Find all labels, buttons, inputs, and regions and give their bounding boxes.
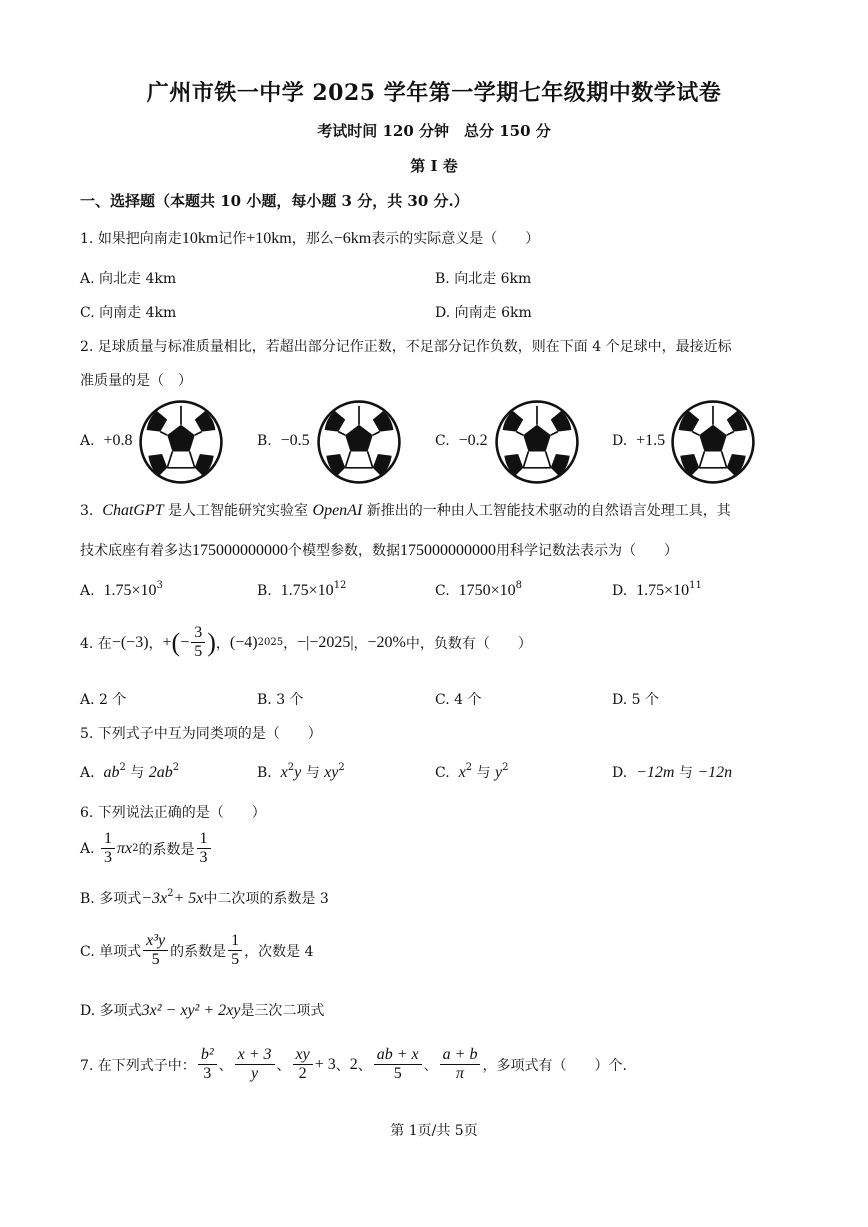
q3-b-exp: 12 — [333, 580, 347, 591]
q4-option-b: B. 3 个 — [257, 692, 304, 708]
q5-b-term2: xy — [324, 764, 339, 781]
q4-option-d: D. 5 个 — [612, 692, 659, 708]
q5-a-mid: 与 — [125, 765, 149, 781]
q5-a-exp2: 2 — [172, 762, 180, 773]
q3-line-2 — [80, 540, 678, 560]
q2-a-letter: A. — [80, 433, 95, 449]
q6-a-ans-num: 1 — [197, 830, 211, 849]
q3-number: 3. — [80, 503, 94, 519]
q3-option-b — [257, 580, 346, 600]
q3-chatgpt: ChatGPT — [102, 502, 164, 519]
q4-option-a: A. 2 个 — [80, 692, 127, 708]
q1-option-a: A. 向北走 4km — [80, 271, 177, 287]
q4-percent: −20% — [367, 633, 406, 651]
q5-b-mid: 与 — [301, 765, 325, 781]
soccer-ball-icon — [138, 399, 224, 485]
q6-option-d — [80, 1000, 324, 1020]
q6-option-a — [80, 830, 213, 867]
q6-d-lead: D. 多项式 — [80, 1003, 142, 1019]
q2-d-letter: D. — [612, 433, 628, 449]
q7-frac-5 — [440, 1046, 481, 1083]
q2-option-a — [80, 432, 133, 450]
q5-c-term2: y — [494, 764, 503, 781]
q2-option-c — [435, 432, 488, 450]
q3-option-a — [80, 580, 163, 600]
q7-frac-4 — [374, 1046, 422, 1083]
q3-b-letter: B. — [257, 583, 272, 599]
q5-b-exp1: 2 — [287, 762, 295, 773]
q6-d-tail: 是三次二项式 — [240, 1003, 325, 1019]
q7-f5-den: π — [456, 1065, 465, 1082]
q4-fraction — [191, 624, 205, 661]
q4-abs-expr: −|−2025| — [297, 633, 354, 651]
q7-f2-den: y — [251, 1065, 259, 1082]
q3-text-2b: 个模型参数，数据 — [288, 543, 400, 559]
soccer-ball-icon — [316, 399, 402, 485]
q5-b-term1: x — [280, 764, 288, 781]
soccer-ball-icon — [670, 399, 756, 485]
q1-value-f: −6km — [333, 230, 372, 247]
q5-d-mid: 与 — [674, 765, 698, 781]
q2-line-2: 准质量的是（ ） — [80, 373, 192, 389]
q6-a-ans-den: 3 — [199, 849, 208, 866]
section-heading: 一、选择题（本题共 10 小题，每小题 3 分，共 30 分.） — [80, 192, 469, 210]
q3-c-base: 1750×10 — [458, 582, 516, 599]
q7-frac-3 — [293, 1046, 313, 1083]
soccer-ball-icon — [494, 399, 580, 485]
q6-a-expr: πx — [117, 839, 133, 857]
q3-a-exp: 3 — [156, 580, 163, 591]
q3-openai: OpenAI — [312, 502, 363, 519]
exam-subtitle: 考试时间 120 分钟 总分 150 分 — [317, 122, 551, 140]
q2-b-letter: B. — [257, 433, 272, 449]
q6-c-lead: C. 单项式 — [80, 943, 142, 960]
q3-option-c — [435, 580, 522, 600]
q6-a-exp: 2 — [132, 843, 139, 854]
q3-b-base: 1.75×10 — [280, 582, 334, 599]
q5-c-term1: x — [458, 764, 466, 781]
q7-f2-num: x + 3 — [235, 1046, 275, 1065]
q6-c-answer — [228, 932, 242, 969]
q5-a-term2: 2ab — [148, 764, 173, 781]
q7-f4-num: ab + x — [374, 1046, 422, 1065]
q6-c-mid: 的系数是 — [170, 943, 227, 960]
q6-a-fraction — [101, 830, 115, 867]
q7-f1-den: 3 — [203, 1065, 212, 1082]
q4-power-exp: 2025 — [257, 637, 284, 648]
q4-option-c: C. 4 个 — [435, 692, 482, 708]
page-footer: 第 1页/共 5页 — [390, 1123, 478, 1139]
q5-d-term2: −12n — [697, 764, 733, 781]
q4-lead: 4. 在 — [80, 635, 112, 652]
q2-b-value: −0.5 — [280, 432, 310, 449]
q5-option-a — [80, 762, 179, 782]
q6-option-c — [80, 932, 313, 969]
q6-b-tail: 中二次项的系数是 3 — [203, 891, 329, 907]
question-1 — [80, 228, 539, 248]
q7-frac-1 — [198, 1046, 217, 1083]
q5-stem: 5. 下列式子中互为同类项的是（ ） — [80, 726, 322, 742]
q5-a-term1: ab — [103, 764, 120, 781]
q5-c-exp1: 2 — [465, 762, 473, 773]
q7-f3-den: 2 — [298, 1065, 307, 1082]
q5-option-b — [257, 762, 345, 782]
q3-text-2c: 用科学记数法表示为（ ） — [496, 543, 678, 559]
question-7: 7. 在下列式子中： $\frac{\text{b²}}{3}$ 、 $\frac{x + 3}{y}$ 、 $\frac{xy}{2}$ + 3 、 2 、 $\frac{ab + x}{5}$ 、 $\frac{a + b}{\pi}$ ，多项式有（ ）个. — [80, 1046, 627, 1082]
q2-a-value: +0.8 — [103, 432, 133, 449]
q5-a-letter: A. — [80, 765, 95, 781]
q2-d-value: +1.5 — [636, 432, 666, 449]
q6-c-ans-den: 5 — [231, 951, 240, 968]
q7-two: 2 — [349, 1055, 358, 1073]
q7-frac-2 — [235, 1046, 275, 1083]
q5-b-exp2: 2 — [338, 762, 345, 773]
q2-option-b — [257, 432, 310, 450]
q6-b-lead: B. 多项式 — [80, 891, 142, 907]
q3-number-1: 175000000000 — [192, 542, 288, 559]
q7-lead: 7. 在下列式子中： — [80, 1057, 196, 1074]
q6-c-num: x³y — [143, 932, 168, 951]
q5-a-exp1: 2 — [119, 762, 126, 773]
q4-power-base: (−4) — [229, 633, 258, 651]
q4-frac-den: 5 — [194, 643, 203, 660]
q3-number-2: 175000000000 — [400, 542, 496, 559]
q6-a-den: 3 — [104, 849, 113, 866]
q7-plus3: + 3 — [314, 1055, 336, 1073]
q5-c-letter: C. — [435, 765, 450, 781]
q4-expr-1: −(−3) — [111, 633, 149, 651]
q1-text-g: 表示的实际意义是（ ） — [371, 231, 540, 247]
q6-c-ans-num: 1 — [228, 932, 242, 951]
q6-b-expr: −3x — [141, 890, 168, 907]
q6-a-num: 1 — [101, 830, 115, 849]
q6-stem: 6. 下列说法正确的是（ ） — [80, 805, 266, 821]
q3-c-exp: 8 — [515, 580, 522, 591]
q5-b-letter: B. — [257, 765, 272, 781]
q4-tail: 中，负数有（ ） — [405, 635, 532, 652]
q5-c-exp2: 2 — [502, 762, 509, 773]
q2-c-value: −0.2 — [458, 432, 488, 449]
q5-c-mid: 与 — [472, 765, 495, 781]
q1-option-d: D. 向南走 6km — [435, 305, 532, 321]
q5-option-c — [435, 762, 508, 782]
q4-plus: + — [162, 633, 172, 651]
q6-d-expr: 3x² − xy² + 2xy — [141, 1002, 241, 1019]
q1-option-c: C. 向南走 4km — [80, 305, 177, 321]
q3-option-d — [612, 580, 702, 600]
q1-text-c: 记作 — [218, 231, 247, 247]
q3-d-letter: D. — [612, 583, 628, 599]
q5-d-letter: D. — [612, 765, 628, 781]
q6-b-exp: 2 — [167, 888, 174, 899]
q7-tail: ，多项式有（ ）个. — [482, 1057, 627, 1074]
q6-c-den: 5 — [151, 951, 160, 968]
q2-line-1: 2. 足球质量与标准质量相比，若超出部分记作正数，不足部分记作负数，则在下面 4 个足球中，最接近标 — [80, 339, 732, 355]
volume-label: 第 I 卷 — [410, 157, 458, 175]
q6-option-b — [80, 888, 329, 908]
q3-d-base: 1.75×10 — [636, 582, 690, 599]
q3-d-exp: 11 — [689, 580, 702, 591]
q1-option-b: B. 向北走 6km — [435, 271, 532, 287]
q1-text-a: 如果把向南走 — [97, 231, 182, 247]
q6-a-mid: 的系数是 — [138, 841, 195, 858]
q3-text-b: 是人工智能研究实验室 — [168, 503, 309, 519]
q3-text-2a: 技术底座有着多达 — [80, 543, 192, 559]
exam-title: 广州市铁一中学 2025 学年第一学期七年级期中数学试卷 — [146, 80, 722, 106]
q5-d-term1: −12m — [636, 764, 675, 781]
q6-a-letter: A. — [80, 840, 95, 857]
q7-f4-den: 5 — [393, 1065, 402, 1082]
q3-text-d: 新推出的一种由人工智能技术驱动的自然语言处理工具，其 — [366, 503, 731, 519]
q4-frac-num: 3 — [191, 624, 205, 643]
q7-f5-num: a + b — [440, 1046, 481, 1065]
q6-c-fraction — [143, 932, 168, 969]
q2-option-d — [612, 432, 665, 450]
q6-a-answer — [197, 830, 211, 867]
q6-b-expr2: + 5x — [173, 890, 204, 907]
question-4: 4. 在 −(−3) ， + ( − $\frac{3}{5}$ ) ， (−4) 2025 ， −|−2025| ， −20% 中，负数有（ ） — [80, 624, 532, 660]
question-3 — [80, 500, 731, 520]
q2-c-letter: C. — [435, 433, 450, 449]
q7-f3-num: xy — [293, 1046, 313, 1065]
q5-option-d — [612, 762, 732, 782]
q1-value-b: 10km — [181, 230, 219, 247]
q3-a-letter: A. — [80, 583, 95, 599]
q6-c-tail: ，次数是 4 — [244, 943, 314, 960]
q1-text-e: ，那么 — [291, 231, 334, 247]
q1-value-d: +10km — [246, 230, 292, 247]
q3-c-letter: C. — [435, 583, 450, 599]
q1-number: 1. — [80, 231, 94, 247]
q5-b-term1b: y — [294, 764, 302, 781]
q3-a-base: 1.75×10 — [103, 582, 157, 599]
q7-f1-num: b² — [198, 1046, 217, 1065]
